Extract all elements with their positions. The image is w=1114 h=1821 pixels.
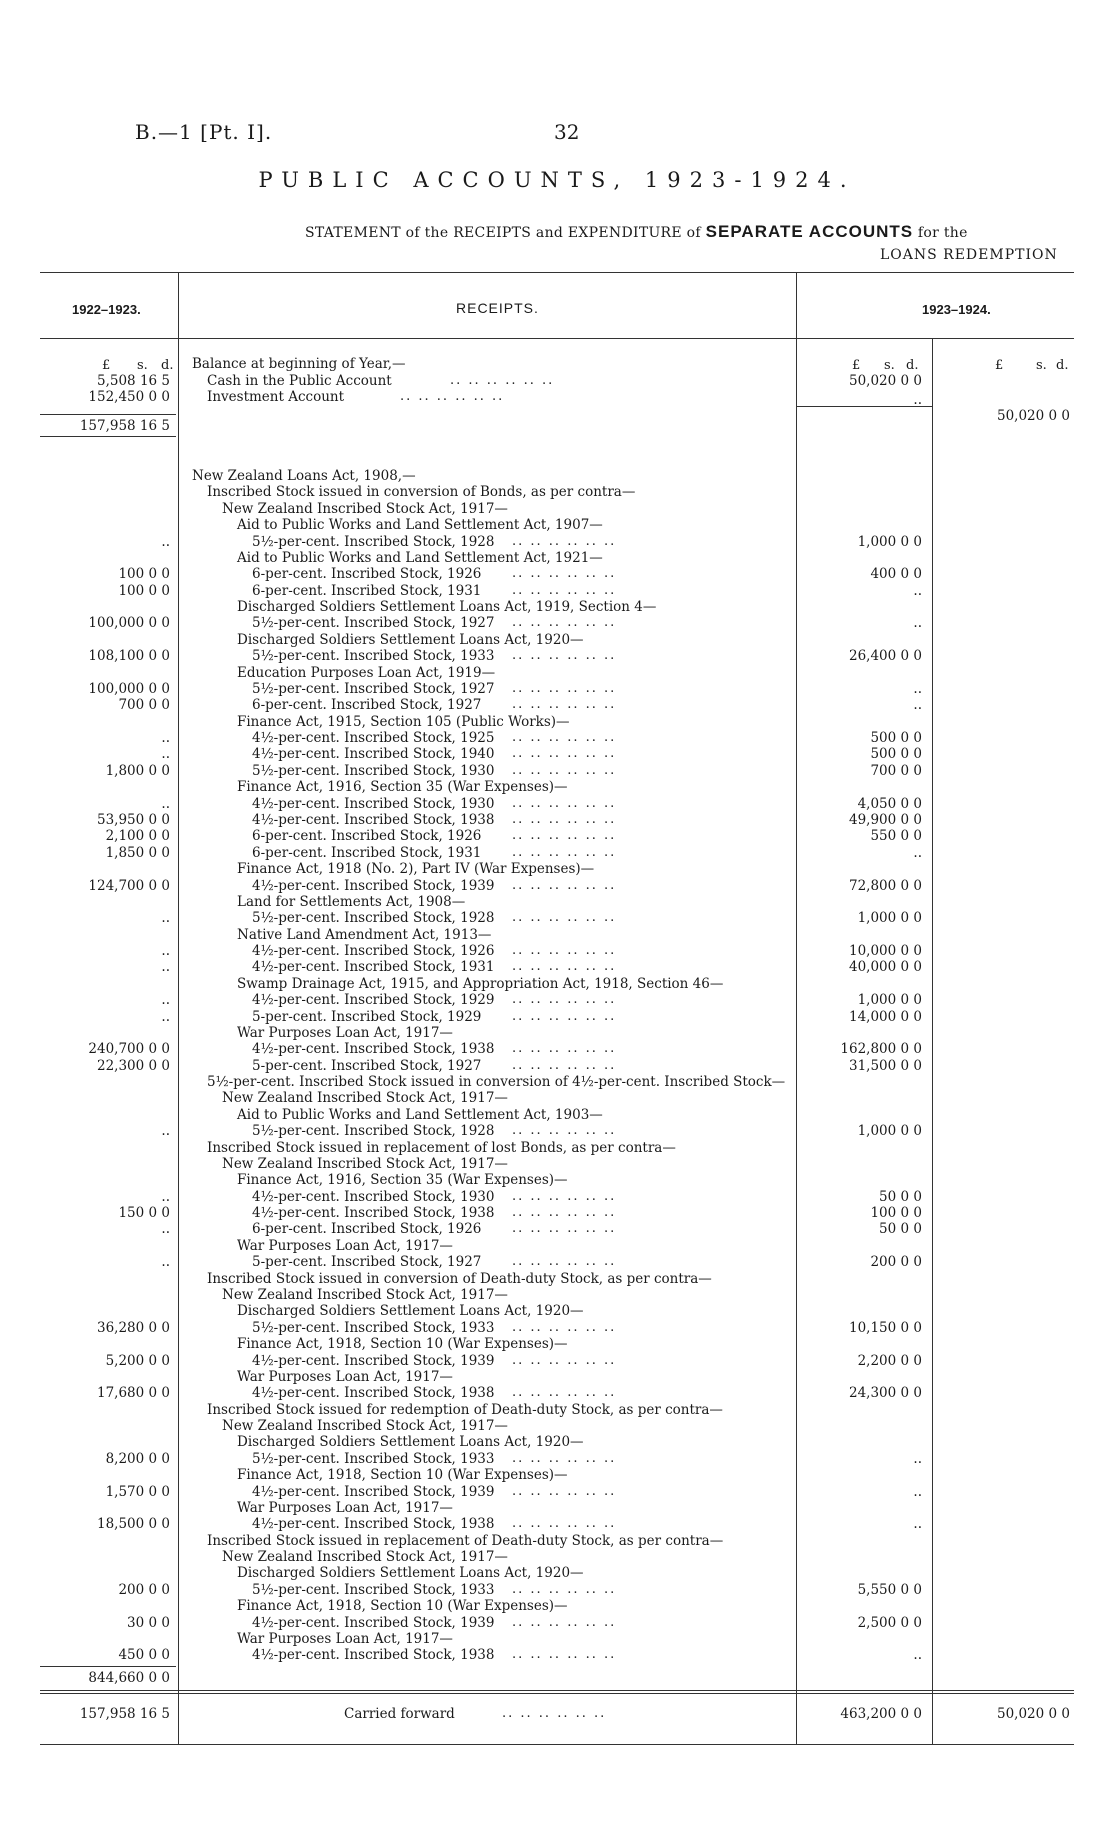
row-curr-amount: 72,800 0 0 [849, 878, 922, 894]
row-prev-amount: 8,200 0 0 [105, 1451, 170, 1467]
row-curr-amount: 24,300 0 0 [849, 1385, 922, 1401]
section-heading: Discharged Soldiers Settlement Loans Act, 1920— [237, 1303, 584, 1319]
row-curr-amount: 100 0 0 [870, 1205, 922, 1221]
subtotal-prev: 844,660 0 0 [88, 1670, 170, 1686]
stock-line-description: 4½-per-cent. Inscribed Stock, 1938 [252, 1647, 495, 1663]
leader-dots: .. .. .. .. .. .. [512, 681, 617, 696]
section-heading: Discharged Soldiers Settlement Loans Act, 1920— [237, 1434, 584, 1450]
row-curr-amount: .. [913, 1451, 922, 1467]
stock-line-description: 4½-per-cent. Inscribed Stock, 1938 [252, 812, 495, 828]
leader-dots: .. .. .. .. .. .. [400, 389, 505, 404]
row-prev-amount: .. [161, 1009, 170, 1025]
balance-total-prev: 157,958 16 5 [79, 418, 170, 434]
section-heading: Finance Act, 1918, Section 10 (War Expenses)— [237, 1336, 568, 1352]
header-bottom-rule [40, 338, 1074, 339]
section-heading: Aid to Public Works and Land Settlement Act, 1921— [237, 550, 603, 566]
row-prev-amount: 5,200 0 0 [105, 1353, 170, 1369]
row-prev-amount: 1,850 0 0 [105, 845, 170, 861]
row-curr-amount: 500 0 0 [870, 730, 922, 746]
section-heading: Finance Act, 1918 (No. 2), Part IV (War Expenses)— [237, 861, 595, 877]
leader-dots: .. .. .. .. .. .. [512, 1221, 617, 1236]
stock-line-description: 4½-per-cent. Inscribed Stock, 1940 [252, 746, 495, 762]
leader-dots: .. .. .. .. .. .. [512, 1205, 617, 1220]
stock-line-description: 4½-per-cent. Inscribed Stock, 1939 [252, 1484, 495, 1500]
leader-dots: .. .. .. .. .. .. [512, 1058, 617, 1073]
stock-line-description: 5½-per-cent. Inscribed Stock, 1928 [252, 1123, 495, 1139]
stock-line-description: 4½-per-cent. Inscribed Stock, 1939 [252, 1615, 495, 1631]
row-curr-amount: 50 0 0 [879, 1221, 922, 1237]
leader-dots: .. .. .. .. .. .. [512, 566, 617, 581]
leader-dots: .. .. .. .. .. .. [512, 1189, 617, 1204]
stock-line-description: 5½-per-cent. Inscribed Stock, 1927 [252, 681, 495, 697]
row-curr-amount: .. [913, 583, 922, 599]
section-heading: Swamp Drainage Act, 1915, and Appropriation Act, 1918, Section 46— [237, 976, 724, 992]
leader-dots: .. .. .. .. .. .. [512, 1254, 617, 1269]
row-curr-amount: 26,400 0 0 [849, 648, 922, 664]
column-header-curr-year: 1923–1924. [922, 302, 991, 317]
stock-line-description: 6-per-cent. Inscribed Stock, 1931 [252, 845, 482, 861]
row-curr-amount: .. [913, 697, 922, 713]
leader-dots: .. .. .. .. .. .. [450, 373, 555, 388]
row-prev-amount: 240,700 0 0 [88, 1041, 170, 1057]
section-heading: Finance Act, 1915, Section 105 (Public Works)— [237, 714, 570, 730]
subtitle-bold: SEPARATE ACCOUNTS [705, 222, 914, 241]
footer-prev-amount: 157,958 16 5 [79, 1706, 170, 1722]
section-heading: Inscribed Stock issued in conversion of Death-duty Stock, as per contra— [207, 1271, 712, 1287]
section-heading: New Zealand Inscribed Stock Act, 1917— [222, 1156, 508, 1172]
section-heading: Inscribed Stock issued in conversion of Bonds, as per contra— [207, 484, 636, 500]
section-heading: War Purposes Loan Act, 1917— [237, 1631, 453, 1647]
cash-label: Cash in the Public Account [207, 373, 392, 389]
section-heading: New Zealand Inscribed Stock Act, 1917— [222, 1418, 508, 1434]
investment-curr-amount: .. [913, 392, 922, 408]
row-curr-amount: .. [913, 1484, 922, 1500]
page-number: 32 [554, 120, 580, 144]
table-top-rule [40, 272, 1074, 273]
row-prev-amount: 2,100 0 0 [105, 828, 170, 844]
page-title: PUBLIC ACCOUNTS, 1923-1924. [258, 168, 856, 192]
section-heading: 5½-per-cent. Inscribed Stock issued in conversion of 4½-per-cent. Inscribed Stock— [207, 1074, 786, 1090]
row-prev-amount: .. [161, 730, 170, 746]
row-curr-amount: .. [913, 681, 922, 697]
row-curr-amount: .. [913, 615, 922, 631]
unit-pounds: £ [995, 358, 1004, 373]
investment-label: Investment Account [207, 389, 345, 405]
row-curr-amount: 49,900 0 0 [849, 812, 922, 828]
footer-rule [40, 1690, 1074, 1691]
leader-dots: .. .. .. .. .. .. [512, 1385, 617, 1400]
unit-pence: d. [161, 358, 174, 373]
section-heading: War Purposes Loan Act, 1917— [237, 1369, 453, 1385]
section-heading: War Purposes Loan Act, 1917— [237, 1238, 453, 1254]
leader-dots: .. .. .. .. .. .. [512, 878, 617, 893]
leader-dots: .. .. .. .. .. .. [512, 730, 617, 745]
section-heading: New Zealand Inscribed Stock Act, 1917— [222, 501, 508, 517]
row-curr-amount: 400 0 0 [870, 566, 922, 582]
unit-shillings: s. [884, 358, 895, 373]
column-divider [178, 272, 179, 1744]
stock-line-description: 6-per-cent. Inscribed Stock, 1926 [252, 566, 482, 582]
column-header-prev-year: 1922–1923. [72, 302, 141, 317]
row-curr-amount: 1,000 0 0 [857, 992, 922, 1008]
leader-dots: .. .. .. .. .. .. [512, 1615, 617, 1630]
cash-prev-amount: 5,508 16 5 [97, 373, 170, 389]
leader-dots: .. .. .. .. .. .. [512, 1041, 617, 1056]
stock-line-description: 6-per-cent. Inscribed Stock, 1931 [252, 583, 482, 599]
section-heading: Inscribed Stock issued in replacement of Death-duty Stock, as per contra— [207, 1533, 724, 1549]
section-heading: Aid to Public Works and Land Settlement Act, 1903— [237, 1107, 603, 1123]
section-heading: Aid to Public Works and Land Settlement Act, 1907— [237, 517, 603, 533]
row-prev-amount: 100 0 0 [118, 583, 170, 599]
stock-line-description: 6-per-cent. Inscribed Stock, 1926 [252, 1221, 482, 1237]
section-heading: New Zealand Inscribed Stock Act, 1917— [222, 1549, 508, 1565]
row-curr-amount: 162,800 0 0 [840, 1041, 922, 1057]
stock-line-description: 4½-per-cent. Inscribed Stock, 1931 [252, 959, 495, 975]
section-heading: New Zealand Inscribed Stock Act, 1917— [222, 1287, 508, 1303]
stock-line-description: 5½-per-cent. Inscribed Stock, 1928 [252, 534, 495, 550]
footer-rule [40, 1693, 1074, 1694]
row-curr-amount: 10,150 0 0 [849, 1320, 922, 1336]
stock-line-description: 5½-per-cent. Inscribed Stock, 1933 [252, 648, 495, 664]
table-bottom-rule [40, 1744, 1074, 1745]
section-heading: Native Land Amendment Act, 1913— [237, 927, 492, 943]
carried-forward-label: Carried forward [344, 1706, 455, 1722]
row-curr-amount: 2,200 0 0 [857, 1353, 922, 1369]
row-prev-amount: .. [161, 992, 170, 1008]
row-curr-amount: 14,000 0 0 [849, 1009, 922, 1025]
row-prev-amount: .. [161, 746, 170, 762]
row-prev-amount: .. [161, 534, 170, 550]
column-divider [932, 338, 933, 1744]
footer-right-amount: 50,020 0 0 [997, 1706, 1070, 1722]
row-curr-amount: 5,550 0 0 [857, 1582, 922, 1598]
column-divider [796, 272, 797, 1744]
row-prev-amount: 100,000 0 0 [88, 681, 170, 697]
leader-dots: .. .. .. .. .. .. [512, 1647, 617, 1662]
balance-total-rule [40, 436, 176, 437]
row-curr-amount: 500 0 0 [870, 746, 922, 762]
row-prev-amount: .. [161, 959, 170, 975]
leader-dots: .. .. .. .. .. .. [512, 943, 617, 958]
row-prev-amount: 100 0 0 [118, 566, 170, 582]
stock-line-description: 4½-per-cent. Inscribed Stock, 1938 [252, 1205, 495, 1221]
section-heading: Discharged Soldiers Settlement Loans Act, 1920— [237, 1565, 584, 1581]
row-curr-amount: 31,500 0 0 [849, 1058, 922, 1074]
section-heading: Finance Act, 1918, Section 10 (War Expenses)— [237, 1467, 568, 1483]
row-prev-amount: .. [161, 796, 170, 812]
row-prev-amount: .. [161, 1123, 170, 1139]
column-header-receipts: RECEIPTS. [456, 300, 539, 316]
footer-curr-amount: 463,200 0 0 [840, 1706, 922, 1722]
stock-line-description: 6-per-cent. Inscribed Stock, 1927 [252, 697, 482, 713]
leader-dots: .. .. .. .. .. .. [512, 828, 617, 843]
leader-dots: .. .. .. .. .. .. [512, 1582, 617, 1597]
leader-dots: .. .. .. .. .. .. [512, 648, 617, 663]
row-curr-amount: 700 0 0 [870, 763, 922, 779]
row-curr-amount: 50 0 0 [879, 1189, 922, 1205]
leader-dots: .. .. .. .. .. .. [512, 1009, 617, 1024]
section-heading: Inscribed Stock issued for redemption of Death-duty Stock, as per contra— [207, 1402, 723, 1418]
investment-prev-amount: 152,450 0 0 [88, 389, 170, 405]
leader-dots: .. .. .. .. .. .. [512, 812, 617, 827]
stock-line-description: 5½-per-cent. Inscribed Stock, 1928 [252, 910, 495, 926]
unit-pence: d. [906, 358, 919, 373]
section-heading: Land for Settlements Act, 1908— [237, 894, 466, 910]
stock-line-description: 5½-per-cent. Inscribed Stock, 1927 [252, 615, 495, 631]
balance-total-rule [40, 414, 176, 415]
stock-line-description: 5½-per-cent. Inscribed Stock, 1933 [252, 1582, 495, 1598]
stock-line-description: 5-per-cent. Inscribed Stock, 1927 [252, 1254, 482, 1270]
row-curr-amount: 1,000 0 0 [857, 534, 922, 550]
leader-dots: .. .. .. .. .. .. [512, 1516, 617, 1531]
stock-line-description: 5½-per-cent. Inscribed Stock, 1933 [252, 1451, 495, 1467]
balance-total-curr: 50,020 0 0 [997, 408, 1070, 424]
stock-line-description: 4½-per-cent. Inscribed Stock, 1939 [252, 1353, 495, 1369]
row-curr-amount: 10,000 0 0 [849, 943, 922, 959]
section-heading: New Zealand Loans Act, 1908,— [192, 468, 416, 484]
leader-dots: .. .. .. .. .. .. [512, 746, 617, 761]
stock-line-description: 5½-per-cent. Inscribed Stock, 1930 [252, 763, 495, 779]
row-prev-amount: 700 0 0 [118, 697, 170, 713]
section-heading: War Purposes Loan Act, 1917— [237, 1500, 453, 1516]
row-prev-amount: 1,800 0 0 [105, 763, 170, 779]
stock-line-description: 4½-per-cent. Inscribed Stock, 1925 [252, 730, 495, 746]
statement-subtitle-line2: LOANS REDEMPTION [880, 247, 1058, 263]
leader-dots: .. .. .. .. .. .. [512, 615, 617, 630]
unit-shillings: s. [137, 358, 148, 373]
document-reference: B.—1 [Pt. I]. [135, 120, 273, 144]
row-prev-amount: 1,570 0 0 [105, 1484, 170, 1500]
leader-dots: .. .. .. .. .. .. [512, 992, 617, 1007]
leader-dots: .. .. .. .. .. .. [512, 910, 617, 925]
stock-line-description: 4½-per-cent. Inscribed Stock, 1930 [252, 1189, 495, 1205]
unit-pounds: £ [852, 358, 861, 373]
row-prev-amount: .. [161, 1254, 170, 1270]
unit-pence: d. [1056, 358, 1069, 373]
row-prev-amount: .. [161, 1189, 170, 1205]
section-heading: Finance Act, 1916, Section 35 (War Expenses)— [237, 1172, 568, 1188]
stock-line-description: 4½-per-cent. Inscribed Stock, 1938 [252, 1516, 495, 1532]
row-prev-amount: .. [161, 910, 170, 926]
row-curr-amount: 200 0 0 [870, 1254, 922, 1270]
section-heading: Inscribed Stock issued in replacement of lost Bonds, as per contra— [207, 1140, 676, 1156]
stock-line-description: 4½-per-cent. Inscribed Stock, 1926 [252, 943, 495, 959]
stock-line-description: 4½-per-cent. Inscribed Stock, 1929 [252, 992, 495, 1008]
stock-line-description: 5½-per-cent. Inscribed Stock, 1933 [252, 1320, 495, 1336]
row-curr-amount: 1,000 0 0 [857, 1123, 922, 1139]
subtotal-rule [40, 1666, 176, 1667]
leader-dots: .. .. .. .. .. .. [512, 697, 617, 712]
leader-dots: .. .. .. .. .. .. [512, 534, 617, 549]
row-curr-amount: .. [913, 845, 922, 861]
leader-dots: .. .. .. .. .. .. [512, 763, 617, 778]
section-heading: Finance Act, 1918, Section 10 (War Expenses)— [237, 1598, 568, 1614]
row-curr-amount: 550 0 0 [870, 828, 922, 844]
stock-line-description: 4½-per-cent. Inscribed Stock, 1930 [252, 796, 495, 812]
leader-dots: .. .. .. .. .. .. [512, 1484, 617, 1499]
row-curr-amount: 40,000 0 0 [849, 959, 922, 975]
row-prev-amount: 17,680 0 0 [97, 1385, 170, 1401]
row-curr-amount: 2,500 0 0 [857, 1615, 922, 1631]
row-prev-amount: 30 0 0 [127, 1615, 170, 1631]
row-prev-amount: 100,000 0 0 [88, 615, 170, 631]
leader-dots: .. .. .. .. .. .. [512, 1320, 617, 1335]
stock-line-description: 4½-per-cent. Inscribed Stock, 1938 [252, 1385, 495, 1401]
leader-dots: .. .. .. .. .. .. [512, 959, 617, 974]
leader-dots: .. .. .. .. .. .. [512, 845, 617, 860]
row-prev-amount: 108,100 0 0 [88, 648, 170, 664]
stock-line-description: 4½-per-cent. Inscribed Stock, 1939 [252, 878, 495, 894]
section-heading: Discharged Soldiers Settlement Loans Act, 1919, Section 4— [237, 599, 657, 615]
section-heading: New Zealand Inscribed Stock Act, 1917— [222, 1090, 508, 1106]
unit-pounds: £ [102, 358, 111, 373]
row-prev-amount: 150 0 0 [118, 1205, 170, 1221]
section-heading: Finance Act, 1916, Section 35 (War Expenses)— [237, 779, 568, 795]
row-prev-amount: 22,300 0 0 [97, 1058, 170, 1074]
row-prev-amount: 200 0 0 [118, 1582, 170, 1598]
row-prev-amount: .. [161, 1221, 170, 1237]
balance-heading: Balance at beginning of Year,— [192, 356, 406, 372]
cash-curr-amount: 50,020 0 0 [849, 373, 922, 389]
stock-line-description: 6-per-cent. Inscribed Stock, 1926 [252, 828, 482, 844]
stock-line-description: 4½-per-cent. Inscribed Stock, 1938 [252, 1041, 495, 1057]
subtitle-pre: STATEMENT of the RECEIPTS and EXPENDITURE of [305, 225, 701, 241]
row-prev-amount: 124,700 0 0 [88, 878, 170, 894]
leader-dots: .. .. .. .. .. .. [512, 1353, 617, 1368]
leader-dots: .. .. .. .. .. .. [512, 1123, 617, 1138]
subtitle-post: for the [917, 225, 968, 241]
row-prev-amount: .. [161, 943, 170, 959]
row-curr-amount: .. [913, 1647, 922, 1663]
leader-dots: .. .. .. .. .. .. [512, 796, 617, 811]
section-heading: Discharged Soldiers Settlement Loans Act, 1920— [237, 632, 584, 648]
section-heading: War Purposes Loan Act, 1917— [237, 1025, 453, 1041]
leader-dots: .. .. .. .. .. .. [502, 1706, 607, 1721]
unit-shillings: s. [1036, 358, 1047, 373]
row-curr-amount: .. [913, 1516, 922, 1532]
section-heading: Education Purposes Loan Act, 1919— [237, 665, 496, 681]
row-prev-amount: 53,950 0 0 [97, 812, 170, 828]
leader-dots: .. .. .. .. .. .. [512, 1451, 617, 1466]
stock-line-description: 5-per-cent. Inscribed Stock, 1929 [252, 1009, 482, 1025]
row-curr-amount: 4,050 0 0 [857, 796, 922, 812]
row-curr-amount: 1,000 0 0 [857, 910, 922, 926]
row-prev-amount: 450 0 0 [118, 1647, 170, 1663]
row-prev-amount: 36,280 0 0 [97, 1320, 170, 1336]
leader-dots: .. .. .. .. .. .. [512, 583, 617, 598]
statement-subtitle [305, 222, 968, 242]
stock-line-description: 5-per-cent. Inscribed Stock, 1927 [252, 1058, 482, 1074]
row-prev-amount: 18,500 0 0 [97, 1516, 170, 1532]
